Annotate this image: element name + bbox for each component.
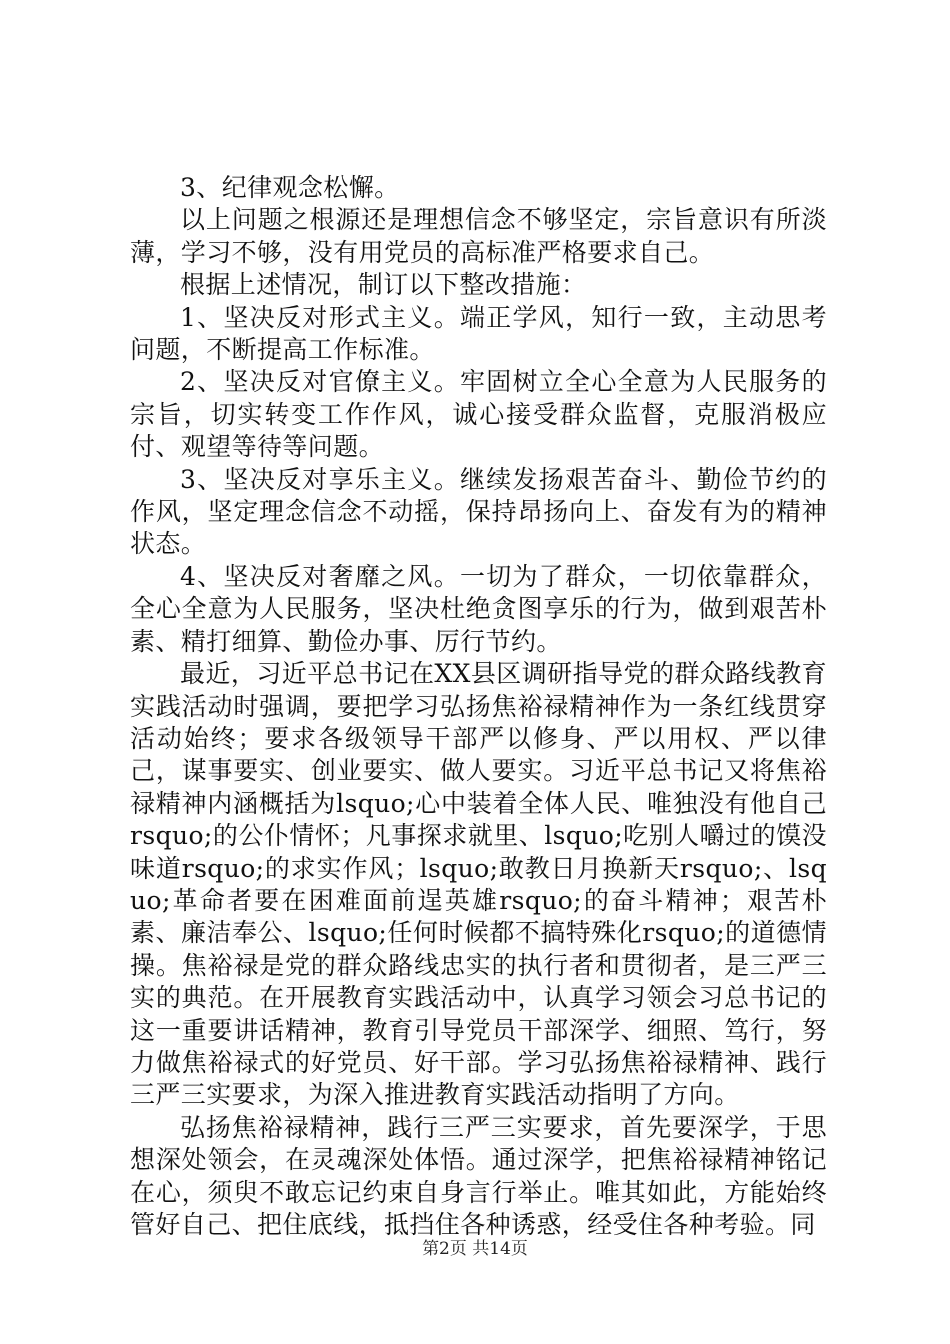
paragraph-measure-bureaucracy: 2、坚决反对官僚主义。牢固树立全心全意为人民服务的宗旨，切实转变工作作风，诚心接受群众监督，克服消极应付、观望等待等问题。 — [130, 367, 827, 462]
paragraph-deep-study: 弘扬焦裕禄精神，践行三严三实要求，首先要深学，于思想深处领会，在灵魂深处体悟。通过深学，把焦裕禄精神铭记在心，须臾不敢忘记约束自身言行举止。唯其如此，方能始终管好自己、把住底线，抵挡住各种诱惑，经受住各种考验。同 — [130, 1112, 827, 1239]
document-body — [130, 172, 827, 1241]
paragraph-measures-intro: 根据上述情况，制订以下整改措施： — [180, 270, 587, 300]
paragraph-root-cause: 以上问题之根源还是理想信念不够坚定，宗旨意识有所淡薄，学习不够，没有用党员的高标准严格要求自己。 — [130, 205, 827, 267]
paragraph-jiao-yulu-spirit: 最近，习近平总书记在XX县区调研指导党的群众路线教育实践活动时强调，要把学习弘扬焦裕禄精神作为一条红线贯穿活动始终；要求各级领导干部严以修身、严以用权、严以律己，谋事要实、创业要实、做人要实。习近平总书记又将焦裕禄精神内涵概括为lsquo;心中装着全体人民、唯独没有他自己rsquo;的公仆情怀；凡事探求就里、lsquo;吃别人嚼过的馍没味道rsquo;的求实作风；lsquo;敢教日月换新天rsquo;、lsquo;革命者要在困难面前逞英雄rsquo;的奋斗精神；艰苦朴素、廉洁奉公、lsquo;任何时候都不搞特殊化rsquo;的道德情操。焦裕禄是党的群众路线忠实的执行者和贯彻者，是三严三实的典范。在开展教育实践活动中，认真学习领会习总书记的这一重要讲话精神，教育引导党员干部深学、细照、笃行，努力做焦裕禄式的好党员、好干部。学习弘扬焦裕禄精神、践行三严三实要求，为深入推进教育实践活动指明了方向。 — [130, 659, 827, 1110]
paragraph-discipline-issue: 3、纪律观念松懈。 — [180, 173, 400, 202]
paragraph-measure-formalism: 1、坚决反对形式主义。端正学风，知行一致，主动思考问题，不断提高工作标准。 — [130, 302, 827, 365]
paragraph-measure-hedonism: 3、坚决反对享乐主义。继续发扬艰苦奋斗、勤俭节约的作风，坚定理念信念不动摇，保持昂扬向上、奋发有为的精神状态。 — [130, 464, 827, 559]
page-number-footer: 第2页 共14页 — [422, 1239, 528, 1259]
paragraph-measure-extravagance: 4、坚决反对奢靡之风。一切为了群众，一切依靠群众，全心全意为人民服务，坚决杜绝贪图享乐的行为，做到艰苦朴素、精打细算、勤俭办事、厉行节约。 — [130, 561, 827, 656]
